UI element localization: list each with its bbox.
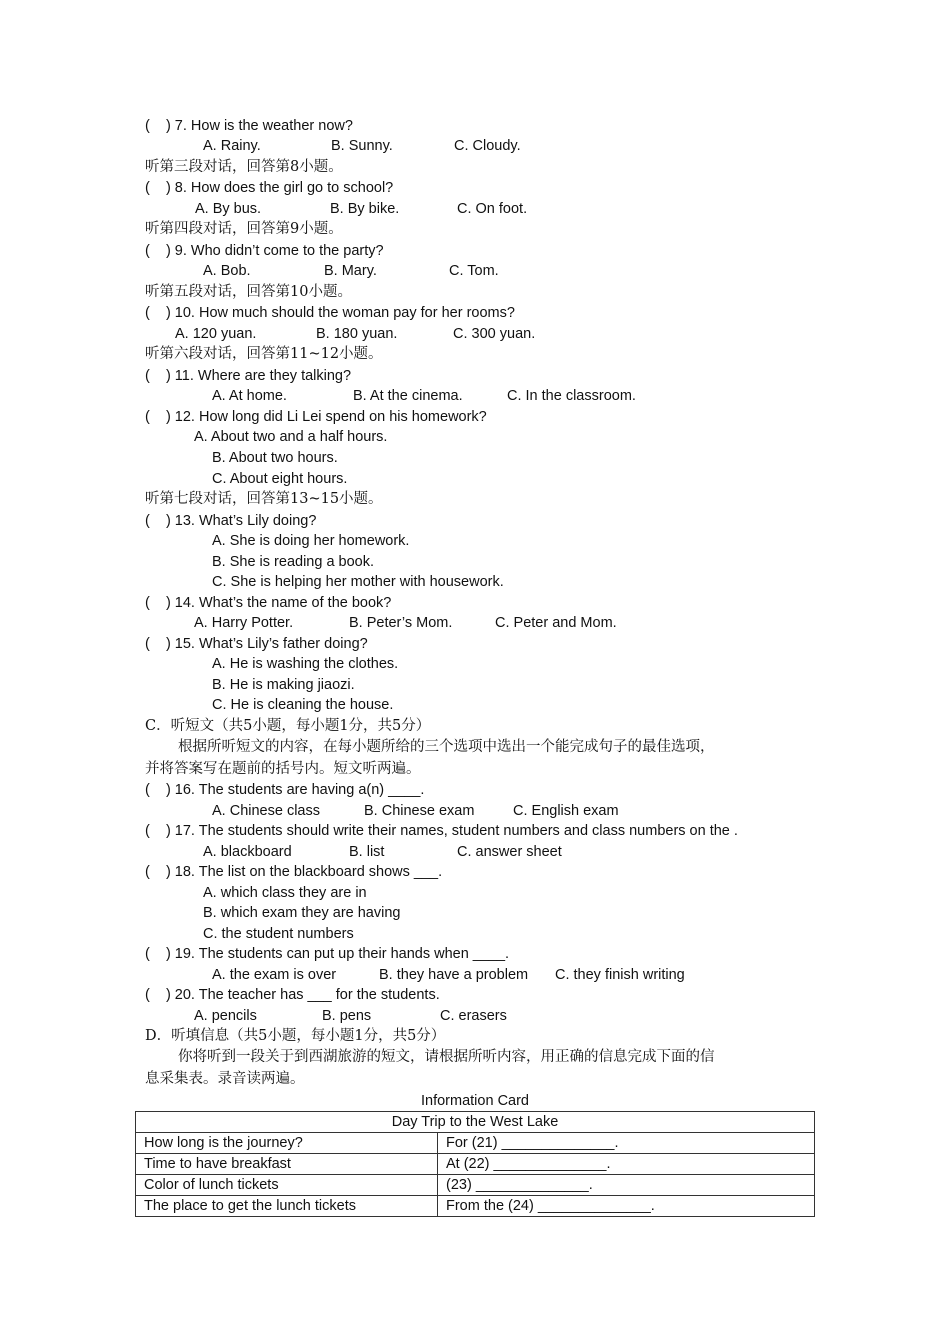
option-b: B. Peter’s Mom. bbox=[349, 615, 453, 631]
option-c: C. Cloudy. bbox=[454, 138, 521, 154]
option-c: C. answer sheet bbox=[457, 844, 562, 860]
option-c: C. they finish writing bbox=[555, 967, 685, 983]
option-b: B. Sunny. bbox=[331, 138, 393, 154]
option-c: C. On foot. bbox=[457, 201, 528, 217]
question-10: ( ) 10. How much should the woman pay for her rooms? bbox=[145, 305, 515, 321]
part-c-title: C．听短文（共5小题，每小题1分，共5分） bbox=[145, 718, 431, 734]
option-b: B. About two hours. bbox=[212, 450, 338, 466]
option-b: B. list bbox=[349, 844, 385, 860]
question-8: ( ) 8. How does the girl go to school? bbox=[145, 180, 394, 196]
option-b: B. which exam they are having bbox=[203, 905, 401, 921]
option-b: B. By bike. bbox=[330, 201, 400, 217]
option-b: B. 180 yuan. bbox=[316, 326, 398, 342]
part-d-title: D．听填信息（共5小题，每小题1分，共5分） bbox=[145, 1028, 446, 1044]
question-9: ( ) 9. Who didn’t come to the party? bbox=[145, 243, 384, 259]
option-a: A. blackboard bbox=[203, 844, 292, 860]
question-15: ( ) 15. What’s Lily’s father doing? bbox=[145, 636, 368, 652]
row-value: From the (24) ______________. bbox=[438, 1196, 815, 1217]
option-c: C. Tom. bbox=[449, 263, 499, 279]
question-14: ( ) 14. What’s the name of the book? bbox=[145, 595, 392, 611]
part-c-instructions: 并将答案写在题前的括号内。短文听两遍。 bbox=[145, 761, 421, 777]
row-label: Color of lunch tickets bbox=[136, 1175, 438, 1196]
option-a: A. At home. bbox=[212, 388, 287, 404]
question-7: ( ) 7. How is the weather now? bbox=[145, 118, 353, 134]
question-20: ( ) 20. The teacher has ___ for the students. bbox=[145, 987, 440, 1003]
option-a: A. Bob. bbox=[203, 263, 251, 279]
question-16: ( ) 16. The students are having a(n) ____. bbox=[145, 782, 425, 798]
option-b: B. At the cinema. bbox=[353, 388, 463, 404]
row-label: Time to have breakfast bbox=[136, 1154, 438, 1175]
row-value: At (22) ______________. bbox=[438, 1154, 815, 1175]
section-heading: 听第五段对话，回答第10小题。 bbox=[145, 284, 352, 300]
question-18: ( ) 18. The list on the blackboard shows ___. bbox=[145, 864, 443, 880]
option-b: B. Chinese exam bbox=[364, 803, 475, 819]
option-b: B. Mary. bbox=[324, 263, 377, 279]
card-title: Information Card bbox=[421, 1093, 529, 1109]
question-12: ( ) 12. How long did Li Lei spend on his homework? bbox=[145, 409, 487, 425]
table-row bbox=[136, 1112, 815, 1133]
option-c: C. 300 yuan. bbox=[453, 326, 536, 342]
option-c: C. English exam bbox=[513, 803, 619, 819]
option-a: A. She is doing her homework. bbox=[212, 533, 410, 549]
question-17: ( ) 17. The students should write their names, student numbers and class numbers on the . bbox=[145, 823, 738, 839]
row-label: The place to get the lunch tickets bbox=[136, 1196, 438, 1217]
section-heading: 听第四段对话，回答第9小题。 bbox=[145, 221, 343, 237]
part-d-instructions: 你将听到一段关于到西湖旅游的短文，请根据所听内容，用正确的信息完成下面的信 bbox=[178, 1049, 715, 1065]
section-heading: 听第三段对话，回答第8小题。 bbox=[145, 159, 343, 175]
option-b: B. She is reading a book. bbox=[212, 554, 375, 570]
table-row bbox=[136, 1196, 815, 1217]
option-a: A. 120 yuan. bbox=[175, 326, 257, 342]
option-a: A. About two and a half hours. bbox=[194, 429, 388, 445]
option-a: A. By bus. bbox=[195, 201, 262, 217]
card-header: Day Trip to the West Lake bbox=[136, 1112, 815, 1133]
question-11: ( ) 11. Where are they talking? bbox=[145, 368, 352, 384]
table-row bbox=[136, 1154, 815, 1175]
option-a: A. which class they are in bbox=[203, 885, 367, 901]
option-a: A. Rainy. bbox=[203, 138, 261, 154]
information-card-table bbox=[135, 1111, 815, 1217]
option-c: C. Peter and Mom. bbox=[495, 615, 617, 631]
part-c-instructions: 根据所听短文的内容，在每小题所给的三个选项中选出一个能完成句子的最佳选项， bbox=[178, 739, 715, 755]
option-a: A. Chinese class bbox=[212, 803, 320, 819]
option-c: C. He is cleaning the house. bbox=[212, 697, 394, 713]
option-b: B. they have a problem bbox=[379, 967, 529, 983]
option-b: B. pens bbox=[322, 1008, 372, 1024]
option-c: C. She is helping her mother with housework. bbox=[212, 574, 504, 590]
table-row bbox=[136, 1175, 815, 1196]
option-c: C. erasers bbox=[440, 1008, 507, 1024]
option-c: C. In the classroom. bbox=[507, 388, 636, 404]
section-heading: 听第六段对话，回答第11~12小题。 bbox=[145, 346, 383, 362]
section-heading: 听第七段对话，回答第13~15小题。 bbox=[145, 491, 383, 507]
row-label: How long is the journey? bbox=[136, 1133, 438, 1154]
row-value: (23) ______________. bbox=[438, 1175, 815, 1196]
question-13: ( ) 13. What’s Lily doing? bbox=[145, 513, 317, 529]
option-c: C. the student numbers bbox=[203, 926, 354, 942]
option-a: A. the exam is over bbox=[212, 967, 337, 983]
option-b: B. He is making jiaozi. bbox=[212, 677, 355, 693]
option-c: C. About eight hours. bbox=[212, 471, 348, 487]
part-d-instructions: 息采集表。录音读两遍。 bbox=[145, 1071, 305, 1087]
option-a: A. Harry Potter. bbox=[194, 615, 294, 631]
question-19: ( ) 19. The students can put up their hands when ____. bbox=[145, 946, 510, 962]
option-a: A. pencils bbox=[194, 1008, 257, 1024]
table-row bbox=[136, 1133, 815, 1154]
option-a: A. He is washing the clothes. bbox=[212, 656, 399, 672]
row-value: For (21) ______________. bbox=[438, 1133, 815, 1154]
